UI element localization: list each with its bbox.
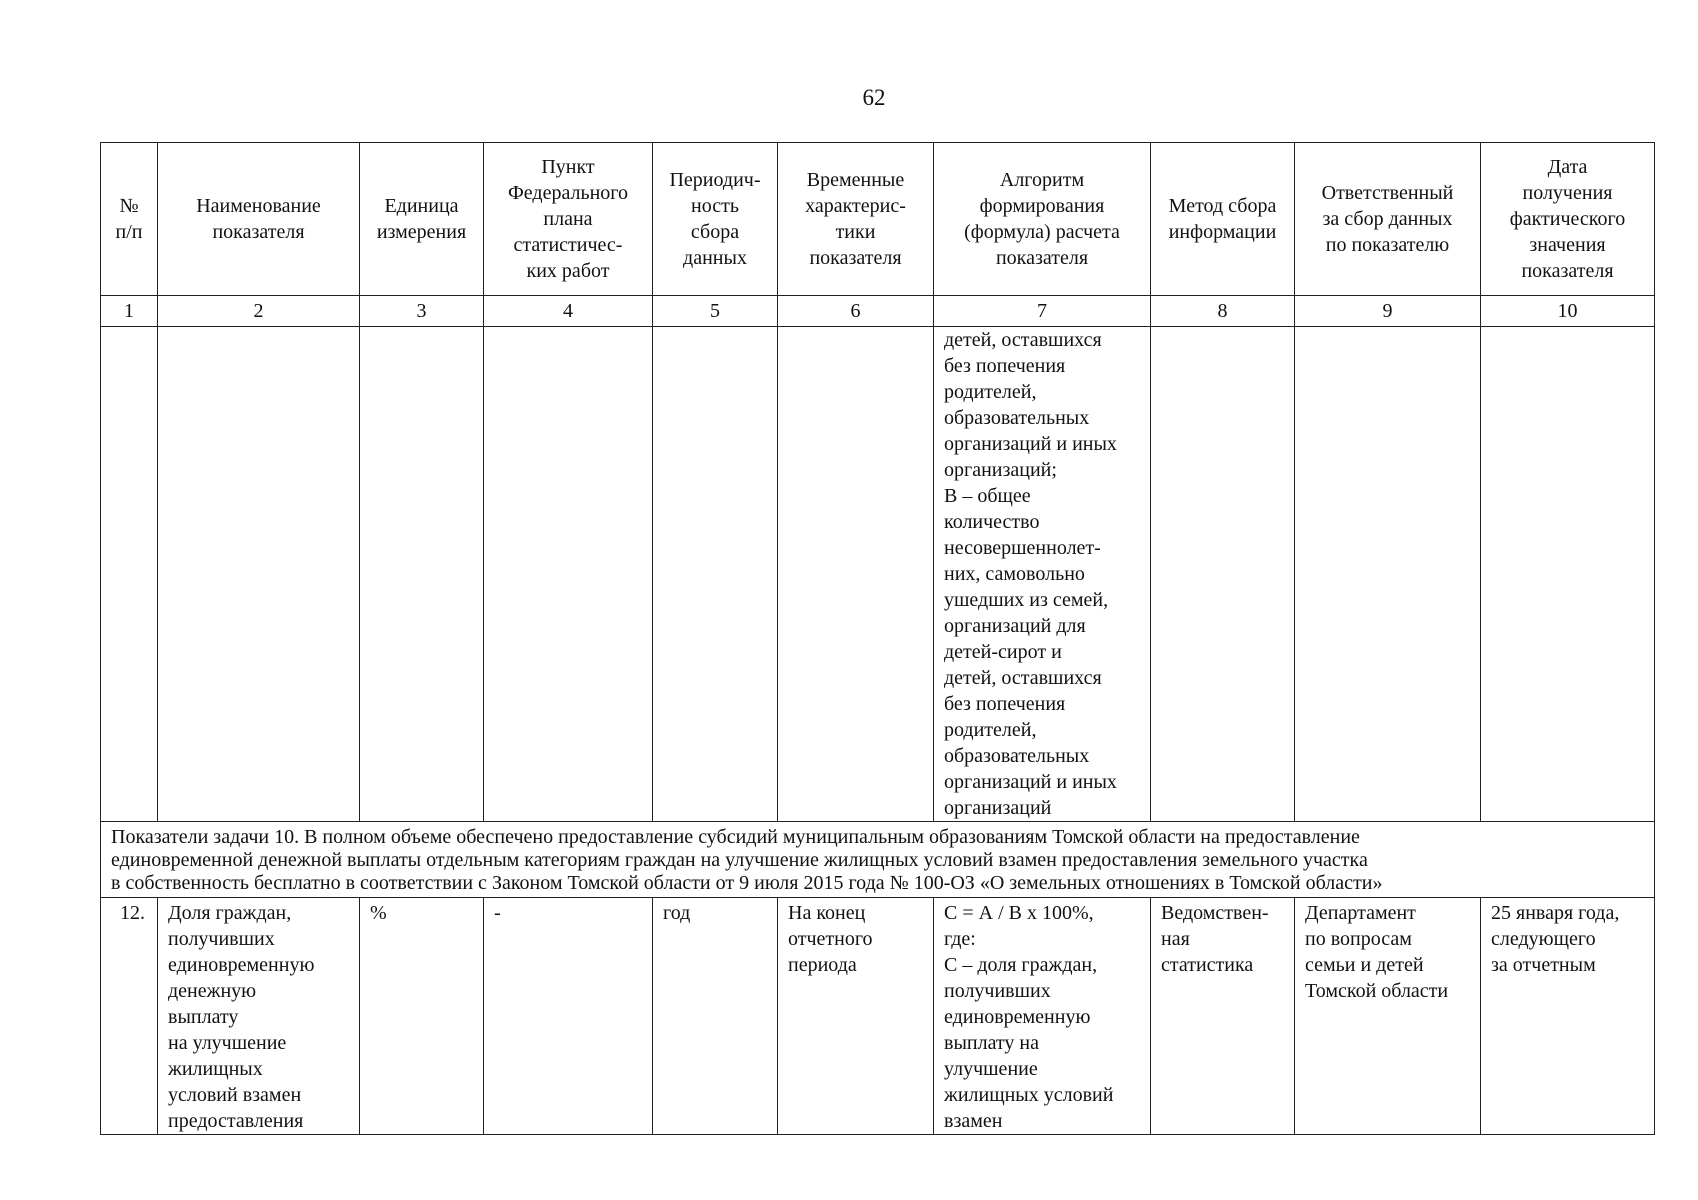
header-algorithm: Алгоритм формирования (формула) расчета показателя	[934, 143, 1151, 296]
header-responsible: Ответственный за сбор данных по показателю	[1295, 143, 1481, 296]
table-cell	[1151, 327, 1295, 822]
periodicity-cell: год	[653, 898, 778, 1135]
column-number-row	[101, 296, 1655, 327]
column-number: 10	[1481, 296, 1655, 327]
header-unit: Единица измерения	[360, 143, 484, 296]
page-number: 62	[862, 85, 886, 110]
header-federal-plan-item: Пункт Федерального плана статистичес- ких работ	[484, 143, 653, 296]
column-number: 2	[158, 296, 360, 327]
responsible-cell: Департамент по вопросам семьи и детей Томской области	[1295, 898, 1481, 1135]
algorithm-cell: С = А / В х 100%, где: С – доля граждан, получивших единовременную выплату на улучшение жилищных условий взамен	[934, 898, 1151, 1135]
federal-plan-item-cell: -	[484, 898, 653, 1135]
table-cell	[653, 327, 778, 822]
table-cell	[1481, 327, 1655, 822]
section-heading-task-10: Показатели задачи 10. В полном объеме обеспечено предоставление субсидий муниципальным образованиям Томской области на предоставление единовременной денежной выплаты отдельным категориям граждан на улучшение жилищных условий взамен предоставления земельного участка в собственность бесплатно в соответствии с Законом Томской области от 9 июля 2015 года № 100-ОЗ «О земельных отношениях в Томской области»	[101, 822, 1655, 898]
actual-value-date-cell: 25 января года, следующего за отчетным	[1481, 898, 1655, 1135]
table-cell	[360, 327, 484, 822]
section-heading-row	[101, 822, 1655, 898]
continuation-row	[101, 327, 1655, 822]
column-number: 9	[1295, 296, 1481, 327]
time-characteristics-cell: На конец отчетного периода	[778, 898, 934, 1135]
row-number-cell: 12.	[101, 898, 158, 1135]
table-cell	[101, 327, 158, 822]
indicators-table	[100, 142, 1655, 1135]
unit-cell: %	[360, 898, 484, 1135]
column-number: 3	[360, 296, 484, 327]
header-indicator-name: Наименование показателя	[158, 143, 360, 296]
table-row	[101, 898, 1655, 1135]
header-time-characteristics: Временные характерис- тики показателя	[778, 143, 934, 296]
table-cell	[1295, 327, 1481, 822]
table-cell	[484, 327, 653, 822]
table-cell	[158, 327, 360, 822]
header-actual-value-date: Дата получения фактического значения показателя	[1481, 143, 1655, 296]
column-number: 1	[101, 296, 158, 327]
column-number: 6	[778, 296, 934, 327]
column-number: 4	[484, 296, 653, 327]
header-collection-method: Метод сбора информации	[1151, 143, 1295, 296]
column-number: 5	[653, 296, 778, 327]
header-row	[101, 143, 1655, 296]
column-number: 7	[934, 296, 1151, 327]
indicator-name-cell: Доля граждан, получивших единовременную денежную выплату на улучшение жилищных условий взамен предоставления	[158, 898, 360, 1135]
header-number: № п/п	[101, 143, 158, 296]
column-number: 8	[1151, 296, 1295, 327]
continued-algorithm-cell: детей, оставшихся без попечения родителей, образовательных организаций и иных организаций; В – общее количество несовершеннолет- них, самовольно ушедших из семей, организаций для детей-сирот и детей, оставшихся без попечения родителей, образовательных организаций и иных организаций	[934, 327, 1151, 822]
collection-method-cell: Ведомствен- ная статистика	[1151, 898, 1295, 1135]
table-cell	[778, 327, 934, 822]
header-periodicity: Периодич- ность сбора данных	[653, 143, 778, 296]
